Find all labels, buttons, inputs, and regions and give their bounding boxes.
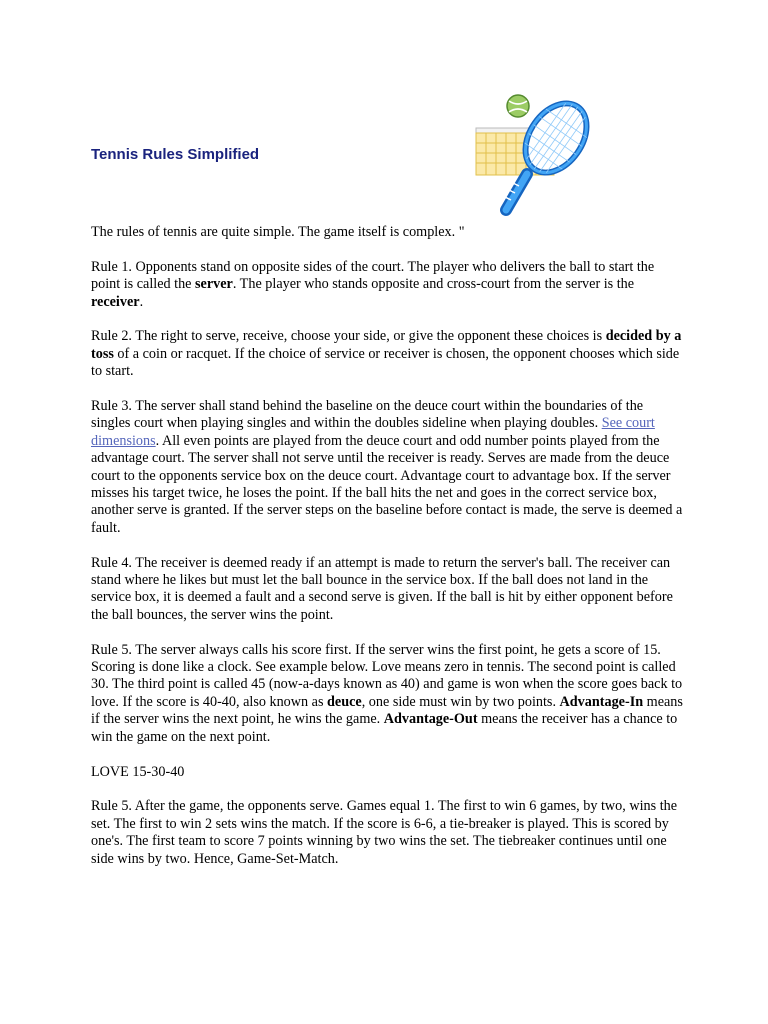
rule-5-text-3: means if the server wins the next point, he wins the game. [91,693,683,728]
love-score-line: LOVE 15-30-40 [91,763,185,780]
court-dimensions-link[interactable]: See court dimensions [91,415,655,449]
deuce-term: deuce [327,693,362,710]
rule-5b-paragraph: Rule 5. After the game, the opponents serve. Games equal 1. The first to win 6 games, by two, wins the set. The first to win 2 sets wins the match. If the score is 6-6, a tie-breaker is played. This is scored by one's. The first team to score 7 points winning by two wins the set. The tiebreaker continues until one side wins by two. Hence, Game-Set-Match. [91,798,678,867]
rule-3-text-2: . All even points are played from the deuce court and odd number points played from the advantage court. The server shall not serve until the receiver is ready. Serves are made from the deuce court to the opponents service box on the deuce court. Advantage court to advantage box. If the server misses his target twice, he loses the point. If the ball hits the net and goes in the correct service box, another serve is granted. If the server steps on the baseline before contact is made, the serve is deemed a fault. [91,432,683,536]
tennis-ball-icon [507,95,529,117]
rule-2-paragraph [91,328,683,380]
rule-5-paragraph [91,642,683,746]
tennis-racket-ball-net-icon [468,90,596,222]
rule-5-text-2: , one side must win by two points. [361,693,560,710]
rule-2-text-2: of a coin or racquet. If the choice of service or receiver is chosen, the opponent chooses which side to start. [91,345,680,380]
page-title: Tennis Rules Simplified [91,146,260,163]
article-body [91,224,683,885]
rule-5-text-4: means the receiver has a chance to win the game on the next point. [91,711,678,745]
rule-1-text-3: . [139,293,144,310]
rule-2-text: Rule 2. The right to serve, receive, choose your side, or give the opponent these choices is [91,328,606,345]
rule-1-paragraph [91,259,683,311]
rule-4-paragraph: Rule 4. The receiver is deemed ready if an attempt is made to return the server's ball. The receiver can stand where he likes but must let the ball bounce in the service box. If the ball does not land in the service box, it is deemed a fault and a second serve is given. If the ball is hit by either opponent before the ball bounces, the server wins the point. [91,554,673,623]
intro-paragraph: The rules of tennis are quite simple. The game itself is complex. " [91,224,465,240]
rule-3-paragraph [91,398,683,537]
receiver-term: receiver [91,293,140,310]
advantage-out-term: Advantage-Out [383,711,478,728]
rule-5-text: Rule 5. The server always calls his score first. If the server wins the first point, he gets a score of 15. Scoring is done like a clock. See example below. Love means zero in tennis. The second point is called 30. The third point is called 45 (now-a-days known as 40) and game is won when the score goes back to love. If the score is 40-40, also known as [91,641,683,710]
advantage-in-term: Advantage-In [559,693,644,710]
rule-1-text-2: . The player who stands opposite and cross-court from the server is the [232,276,635,293]
server-term: server [195,276,233,293]
toss-term: decided by a toss [91,328,682,362]
rule-1-text: Rule 1. Opponents stand on opposite sides of the court. The player who delivers the ball to start the point is called the [91,258,655,293]
rule-3-text: Rule 3. The server shall stand behind the baseline on the deuce court within the boundaries of the singles court when playing singles and within the doubles sideline when playing doubles. [91,398,644,432]
